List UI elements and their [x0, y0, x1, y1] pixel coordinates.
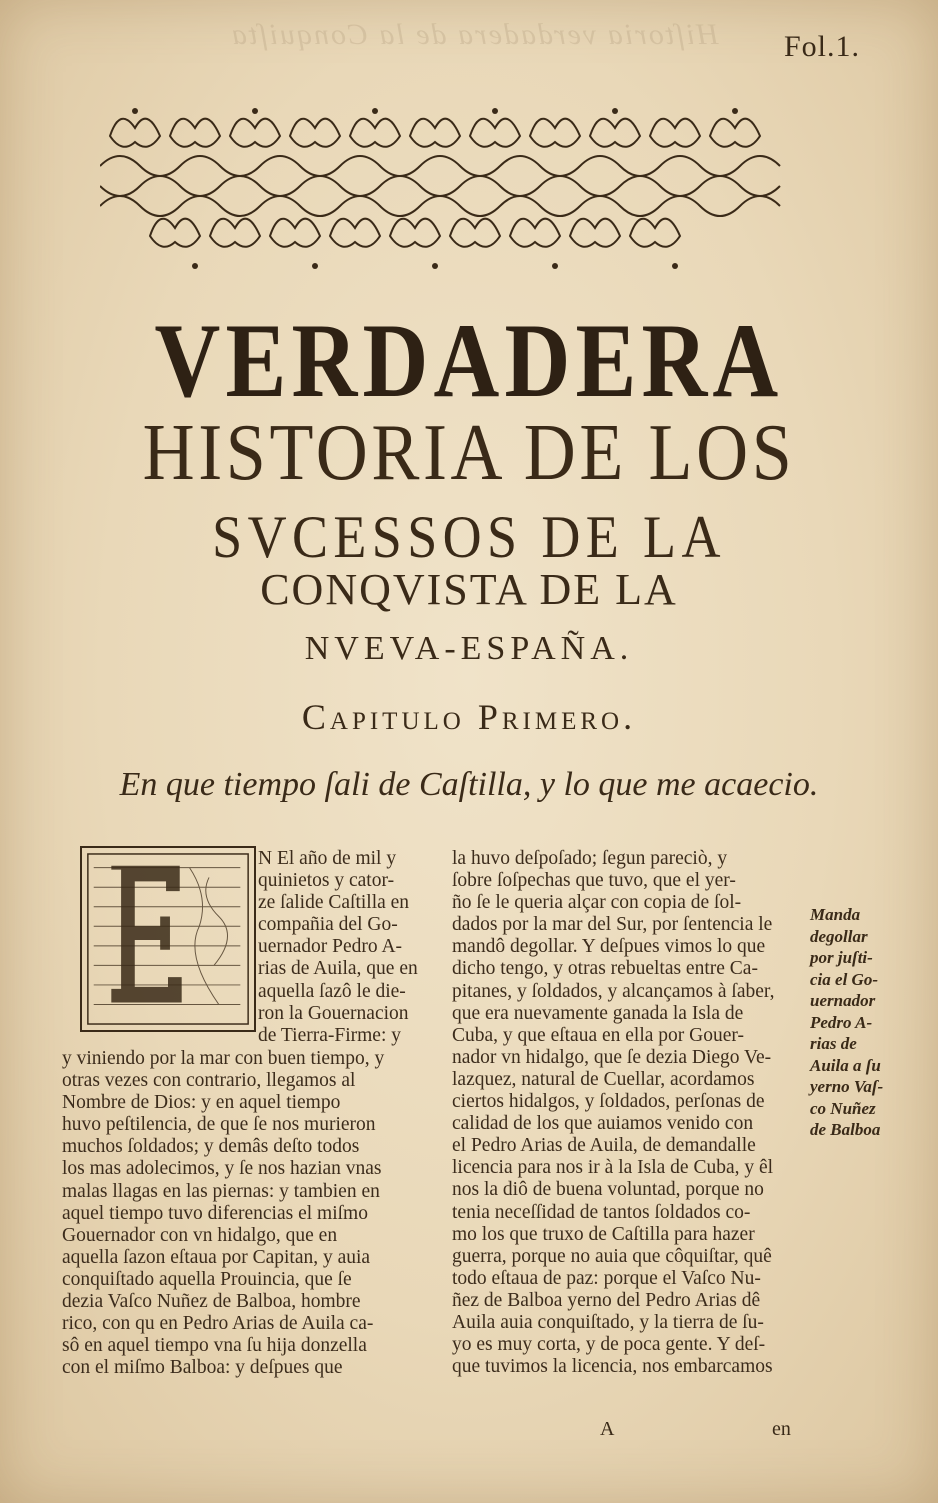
text-line: ño ſe le queria alçar con copia de ſol-	[452, 892, 742, 914]
text-line: los mas adolecimos, y ſe nos hazian vnas	[62, 1158, 382, 1180]
chapter-heading: Capitulo Primero.	[301, 697, 637, 737]
margin-line: Pedro A-	[810, 1012, 873, 1032]
text-line: compañia del Go-	[258, 914, 398, 936]
text-line: rias de Auila, que en	[258, 958, 418, 980]
title-line-nueva-espana: NVEVA-ESPAÑA.	[304, 630, 634, 667]
text-line: la huvo deſpoſado; ſegun pareciò, y	[452, 848, 728, 869]
margin-line: rias de	[810, 1034, 857, 1053]
text-line: con el miſmo Balboa: y deſpues que	[62, 1357, 343, 1379]
text-line: muchos ſoldados; y demâs deſto todos	[62, 1136, 360, 1158]
text-line: licencia para nos ir à la Isla de Cuba, y êl	[452, 1157, 774, 1179]
right-column-text	[452, 848, 802, 1378]
text-line: aquella ſazô le die-	[258, 980, 406, 1002]
margin-line: yerno Vaſ-	[810, 1077, 884, 1096]
signature-mark: A	[600, 1418, 615, 1440]
text-line: calidad de los que auiamos venido con	[452, 1113, 754, 1135]
text-line: mandô degollar. Y deſpues vimos lo que	[452, 936, 766, 958]
text-line: conquiſtado aquella Prouincia, que ſe	[62, 1268, 352, 1290]
folio-number: Fol.1.	[783, 30, 860, 63]
text-line: que era nuevamente ganada la Isla de	[452, 1002, 744, 1024]
text-line: aquel tiempo tuvo diferencias el miſmo	[62, 1202, 368, 1224]
text-line: ñez de Balboa yerno del Pedro Arias dê	[452, 1289, 761, 1311]
text-line: lazquez, natural de Cuellar, acordamos	[452, 1068, 755, 1090]
marginal-note	[810, 904, 896, 1141]
text-line: Cuba, y que eſtaua en ella por Gouer-	[452, 1024, 744, 1046]
text-line: mo los que truxo de Caſtilla para hazer	[452, 1223, 755, 1245]
bleed-through-text: Hiſtoria verdadera de la Conquiſta	[230, 18, 719, 51]
text-beside-initial	[258, 848, 430, 1047]
text-line: sô en aquel tiempo vna ſu hija donzella	[62, 1335, 367, 1357]
text-line: yo es muy corta, y de poca gente. Y deſ-	[452, 1334, 766, 1356]
text-line: rico, con qu en Pedro Arias de Auila ca-	[62, 1313, 374, 1335]
headpiece-ornament	[100, 96, 790, 272]
chapter-subtitle: En que tiempo ſali de Caſtilla, y lo que me acaecio.	[119, 766, 819, 803]
margin-line: cia el Go-	[810, 969, 878, 989]
text-line: dados por la mar del Sur, por ſentencia le	[452, 914, 773, 936]
text-line: ſobre ſoſpechas que tuvo, que el yer-	[452, 870, 736, 892]
text-line: guerra, porque no auia que côquiſtar, quê	[452, 1245, 772, 1267]
text-line: dicho tengo, y otras rebueltas entre Ca-	[452, 958, 758, 980]
text-line: todo eſtaua de paz: porque el Vaſco Nu-	[452, 1267, 761, 1289]
text-line: ze ſalide Caſtilla en	[258, 892, 410, 914]
woodcut-initial-e	[80, 846, 256, 1032]
text-line: otras vezes con contrario, llegamos al	[62, 1070, 356, 1092]
text-line: Gouernador con vn hidalgo, que en	[62, 1224, 338, 1246]
text-line: N El año de mil y	[258, 848, 397, 869]
text-line: tenia neceſſidad de tantos ſoldados co-	[452, 1201, 751, 1223]
text-line: nador vn hidalgo, que ſe dezia Diego Ve-	[452, 1046, 772, 1068]
catchword: en	[772, 1418, 791, 1440]
text-line: que tuvimos la licencia, nos embarcamos	[452, 1356, 773, 1378]
text-line: ron la Gouernacion	[258, 1002, 409, 1024]
margin-line: por juſti-	[810, 948, 873, 967]
title-line-sucessos: SVCESSOS DE LA	[212, 504, 726, 570]
text-line: pitanes, y ſoldados, y alcançamos à ſaber,	[452, 980, 775, 1002]
margin-line: co Nuñez	[810, 1098, 876, 1118]
text-line: Auila auia conquiſtado, y la tierra de ſu-	[452, 1311, 764, 1333]
margin-line: degollar	[810, 926, 868, 946]
title-line-verdadera: VERDADERA	[154, 302, 784, 419]
text-line: uernador Pedro A-	[258, 936, 403, 958]
margin-line: Auila a ſu	[810, 1055, 881, 1075]
title-line-historia: HISTORIA DE LOS	[142, 409, 796, 497]
text-line: quinietos y cator-	[258, 870, 395, 892]
text-line: de Tierra-Firme: y	[258, 1024, 401, 1046]
text-line: ciertos hidalgos, y ſoldados, perſonas de	[452, 1091, 765, 1113]
text-line: aquella ſazon eſtaua por Capitan, y auia	[62, 1246, 371, 1268]
margin-line: uernador	[810, 991, 876, 1010]
text-line: malas llagas en las piernas: y tambien en	[62, 1180, 380, 1202]
text-line: dezia Vaſco Nuñez de Balboa, hombre	[62, 1291, 361, 1313]
text-line: y viniendo por la mar con buen tiempo, y	[62, 1048, 385, 1069]
text-line: el Pedro Arias de Auila, de demandalle	[452, 1135, 756, 1157]
text-line: huvo peſtilencia, de que ſe nos murieron	[62, 1114, 376, 1136]
margin-line: de Balboa	[810, 1120, 881, 1139]
left-column-text	[62, 1048, 430, 1379]
margin-line: Manda	[810, 905, 861, 924]
text-line: Nombre de Dios: y en aquel tiempo	[62, 1092, 341, 1114]
text-line: nos la diô de buena voluntad, porque no	[452, 1179, 764, 1201]
title-line-conquista: CONQVISTA DE LA	[260, 565, 678, 614]
